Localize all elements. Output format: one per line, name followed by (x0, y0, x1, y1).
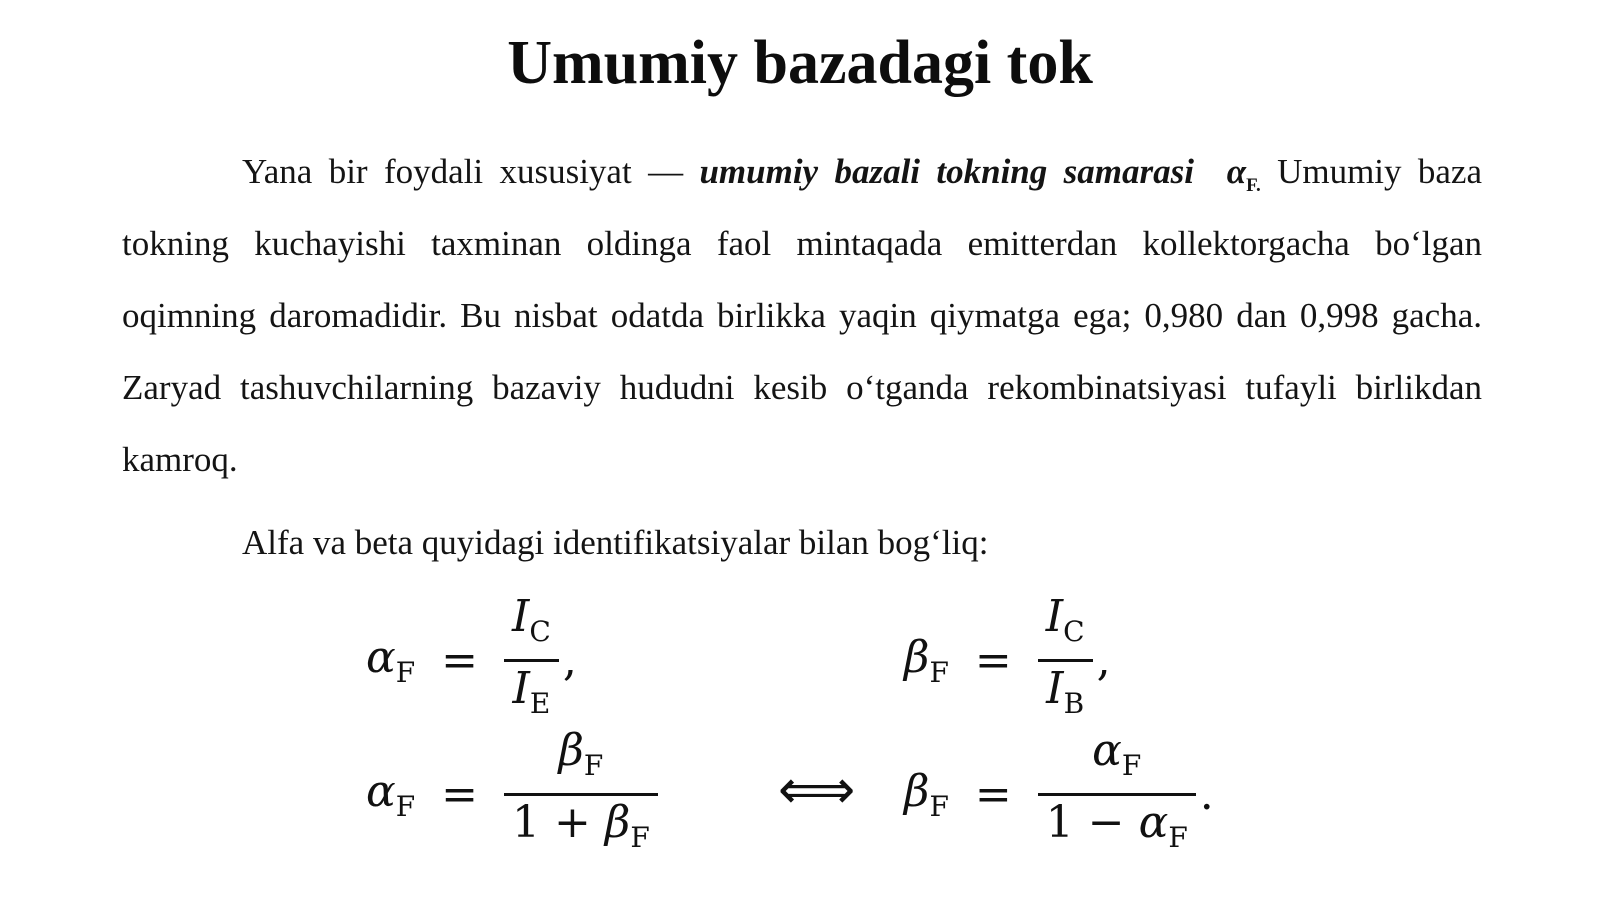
eq3-numerator: $\beta_F$ (558, 725, 604, 782)
alpha-symbol: α (1226, 152, 1247, 191)
eq2-equals: = (974, 635, 1012, 686)
paragraph-emphasis: umumiy bazali tokning samarasi (699, 152, 1194, 191)
eq2-denominator: $I_B$ (1046, 663, 1085, 720)
eq4-denominator: $1 - \alpha_F$ (1045, 797, 1188, 854)
eq3-lhs: $\alpha_F$ (366, 766, 416, 823)
equation-alpha-from-beta (366, 724, 658, 865)
eq1-fraction (504, 590, 559, 731)
paragraph-alpha-definition (122, 136, 1482, 496)
slide-title: Umumiy bazadagi tok (507, 29, 1093, 97)
eq3-equals: = (441, 769, 479, 820)
eq4-lhs: $\beta_F$ (904, 766, 949, 823)
eq1-comma: , (562, 635, 577, 686)
alpha-subscript: F. (1246, 175, 1261, 196)
paragraph-identities-intro: Alfa va beta quyidagi identifikatsiyalar bilan bog‘liq: (242, 523, 989, 562)
eq4-numerator: $\alpha_F$ (1092, 725, 1142, 782)
eq1-equals: = (441, 635, 479, 686)
equation-beta-from-alpha (904, 724, 1214, 865)
eq3-fraction (504, 724, 658, 865)
paragraph-body: Umumiy baza tokning kuchayishi taxminan oldinga faol mintaqada emitterdan kollektorgacha bo‘lgan oqimning daromadidir. Bu nisbat odatda birlikka yaqin qiymatga ega; 0,980 dan 0,998 gacha. Zaryad tashuvchilarning bazaviy hududni kesib o‘tganda rekombinatsiyasi tufayli birlikdan kamroq. (122, 152, 1482, 479)
eq2-lhs: $\beta_F$ (904, 632, 949, 689)
eq4-period: . (1199, 769, 1214, 820)
eq2-fraction (1038, 590, 1093, 731)
equation-beta-def (904, 590, 1111, 731)
eq4-fraction (1038, 724, 1196, 865)
eq4-equals: = (974, 769, 1012, 820)
eq2-comma: , (1096, 635, 1111, 686)
eq1-numerator: $I_C$ (512, 591, 551, 648)
eq2-numerator: $I_C$ (1045, 591, 1085, 648)
equation-alpha-def (366, 590, 577, 731)
eq1-lhs: $\alpha_F$ (366, 632, 416, 689)
paragraph-lead: Yana bir foydali xususiyat — (242, 152, 700, 191)
eq1-denominator: $I_E$ (512, 663, 551, 720)
eq3-denominator: $1 + \beta_F$ (512, 797, 650, 854)
iff-arrow: ⟺ (778, 758, 856, 821)
